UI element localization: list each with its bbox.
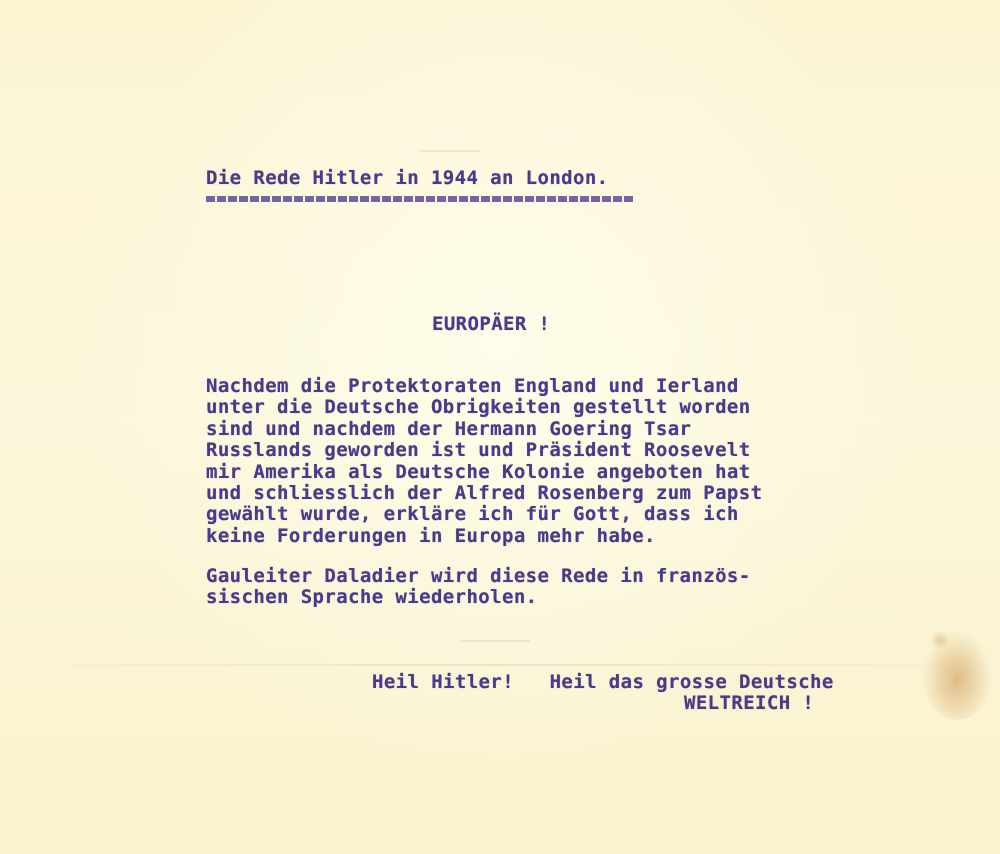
faint-mark [460, 640, 530, 642]
salutation: EUROPÄER ! [432, 313, 551, 335]
faint-mark [420, 150, 480, 152]
heading-underline [206, 196, 634, 202]
closing-line: Heil Hitler! Heil das grosse Deutsche [372, 671, 834, 693]
paper-fold-line [0, 664, 1000, 666]
paper-stain [930, 630, 950, 650]
signoff-line: WELTREICH ! [684, 692, 815, 714]
document-heading: Die Rede Hitler in 1944 an London. [206, 167, 609, 189]
body-paragraph-2: Gauleiter Daladier wird diese Rede in französ- sischen Sprache wiederholen. [206, 565, 751, 609]
body-paragraph-1: Nachdem die Protektoraten England und Ierland unter die Deutsche Obrigkeiten gestellt worden sind und nachdem der Hermann Goering Tsar Russlands geworden ist und Präsident Roosevelt mir Amerika als Deutsche Kolonie angeboten hat und schliesslich der Alfred Rosenberg zum Papst gewählt wurde, erkläre ich für Gott, dass ich keine Forderungen in Europa mehr habe. [206, 375, 763, 547]
